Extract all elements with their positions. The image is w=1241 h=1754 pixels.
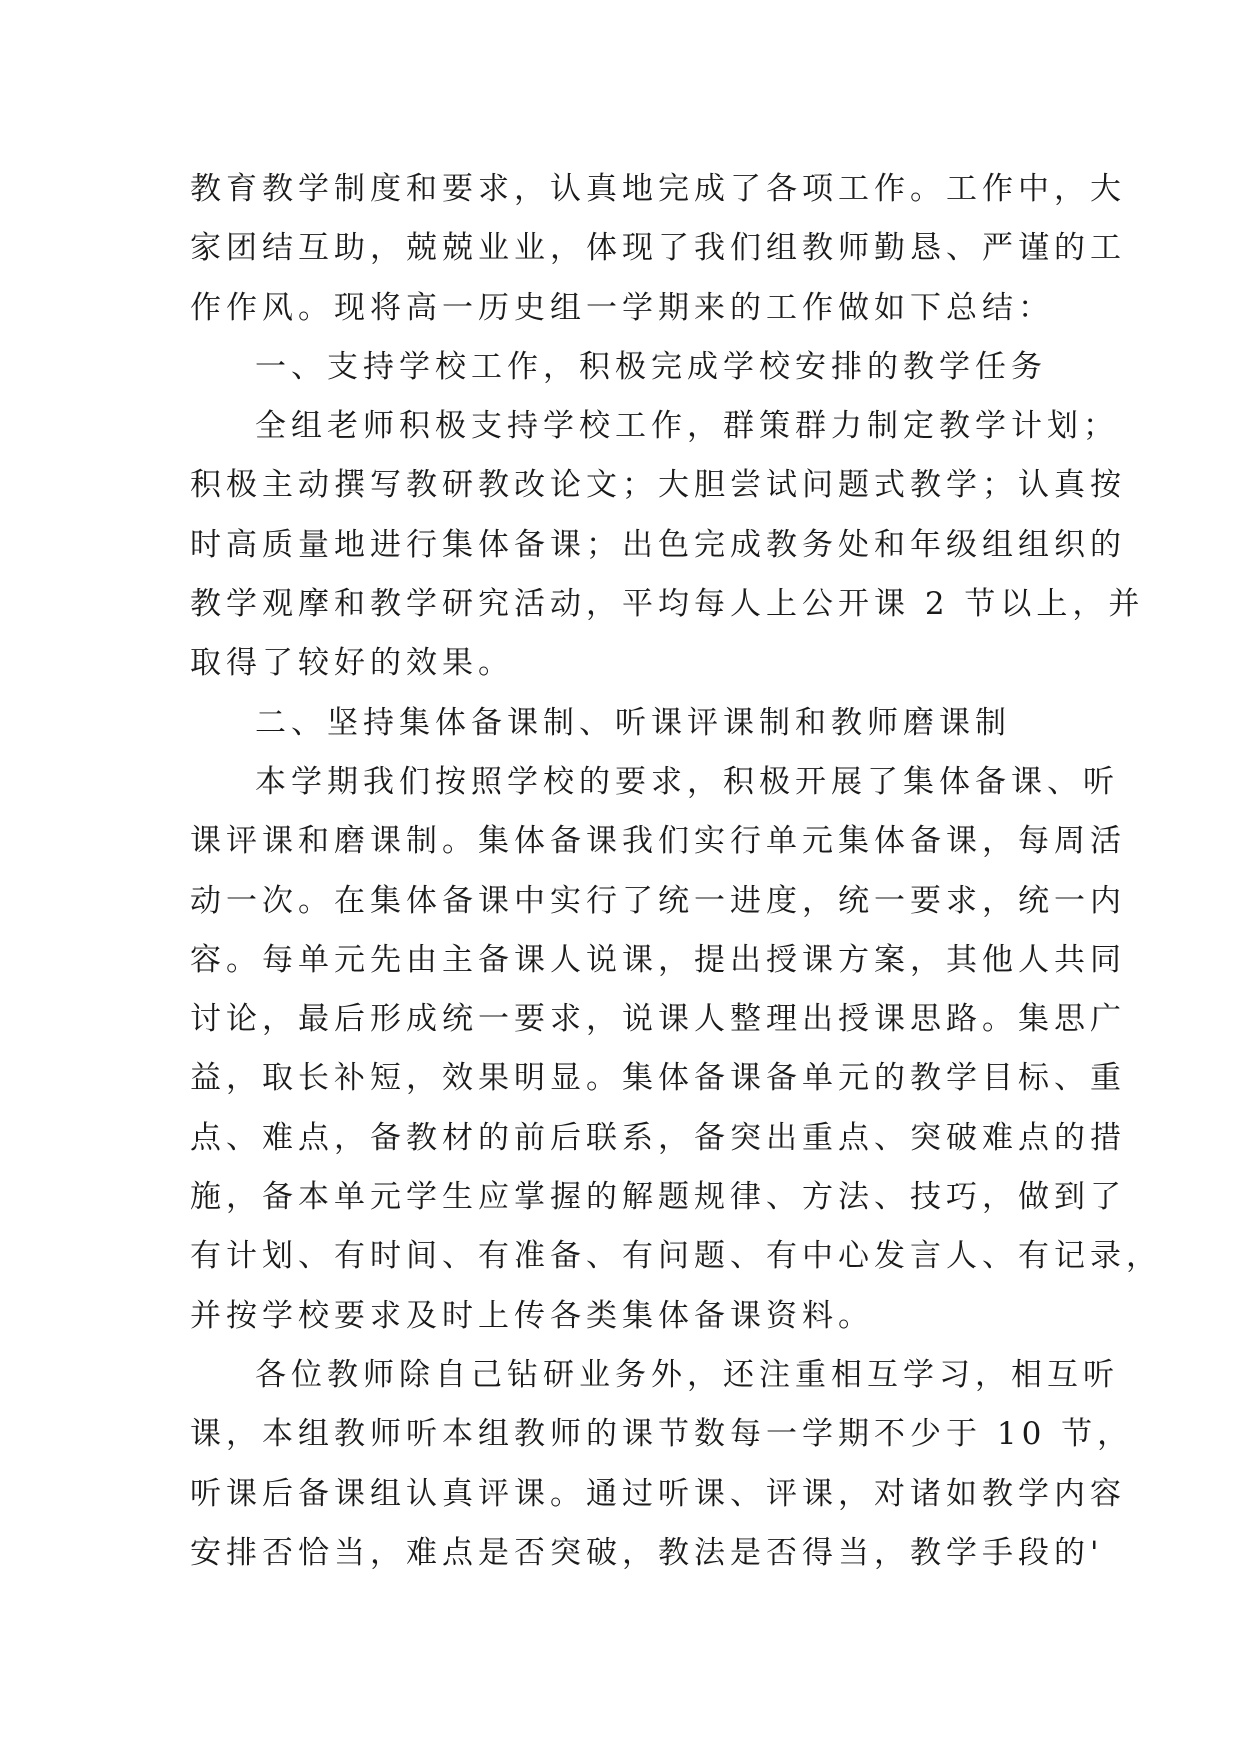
text-line: 安排否恰当，难点是否突破，教法是否得当，教学手段的' xyxy=(190,1534,1104,1571)
paragraph-start: 全组老师积极支持学校工作，群策群力制定教学计划； xyxy=(255,408,1119,445)
paragraph-start: 各位教师除自己钻研业务外，还注重相互学习，相互听 xyxy=(255,1356,1119,1393)
section-heading-2: 二、坚持集体备课制、听课评课制和教师磨课制 xyxy=(255,704,1011,741)
text-line: 有计划、有时间、有准备、有问题、有中心发言人、有记录， xyxy=(190,1238,1162,1275)
text-line: 课，本组教师听本组教师的课节数每一学期不少于 10 节， xyxy=(190,1416,1134,1453)
text-line: 施，备本单元学生应掌握的解题规律、方法、技巧，做到了 xyxy=(190,1179,1126,1216)
text-line: 听课后备课组认真评课。通过听课、评课，对诸如教学内容 xyxy=(190,1475,1126,1512)
text-line: 讨论，最后形成统一要求，说课人整理出授课思路。集思广 xyxy=(190,1001,1126,1038)
text-line: 教育教学制度和要求，认真地完成了各项工作。工作中，大 xyxy=(190,171,1126,207)
text-line: 动一次。在集体备课中实行了统一进度，统一要求，统一内 xyxy=(190,882,1126,919)
text-line: 教学观摩和教学研究活动，平均每人上公开课 2 节以上，并 xyxy=(190,586,1145,623)
text-line: 容。每单元先由主备课人说课，提出授课方案，其他人共同 xyxy=(190,941,1126,978)
text-line: 积极主动撰写教研教改论文；大胆尝试问题式教学；认真按 xyxy=(190,467,1126,504)
paragraph-start: 本学期我们按照学校的要求，积极开展了集体备课、听 xyxy=(255,763,1119,800)
document-body xyxy=(190,160,1162,1583)
text-line: 作作风。现将高一历史组一学期来的工作做如下总结： xyxy=(190,289,1054,326)
text-line: 点、难点，备教材的前后联系，备突出重点、突破难点的措 xyxy=(190,1119,1126,1156)
section-heading-1: 一、支持学校工作，积极完成学校安排的教学任务 xyxy=(255,348,1047,385)
text-line: 课评课和磨课制。集体备课我们实行单元集体备课，每周活 xyxy=(190,823,1126,860)
text-line: 并按学校要求及时上传各类集体备课资料。 xyxy=(190,1297,874,1334)
text-line: 取得了较好的效果。 xyxy=(190,645,514,682)
text-line: 时高质量地进行集体备课；出色完成教务处和年级组组织的 xyxy=(190,526,1126,563)
text-line: 益，取长补短，效果明显。集体备课备单元的教学目标、重 xyxy=(190,1060,1126,1097)
text-line: 家团结互助，兢兢业业，体现了我们组教师勤恳、严谨的工 xyxy=(190,230,1126,267)
